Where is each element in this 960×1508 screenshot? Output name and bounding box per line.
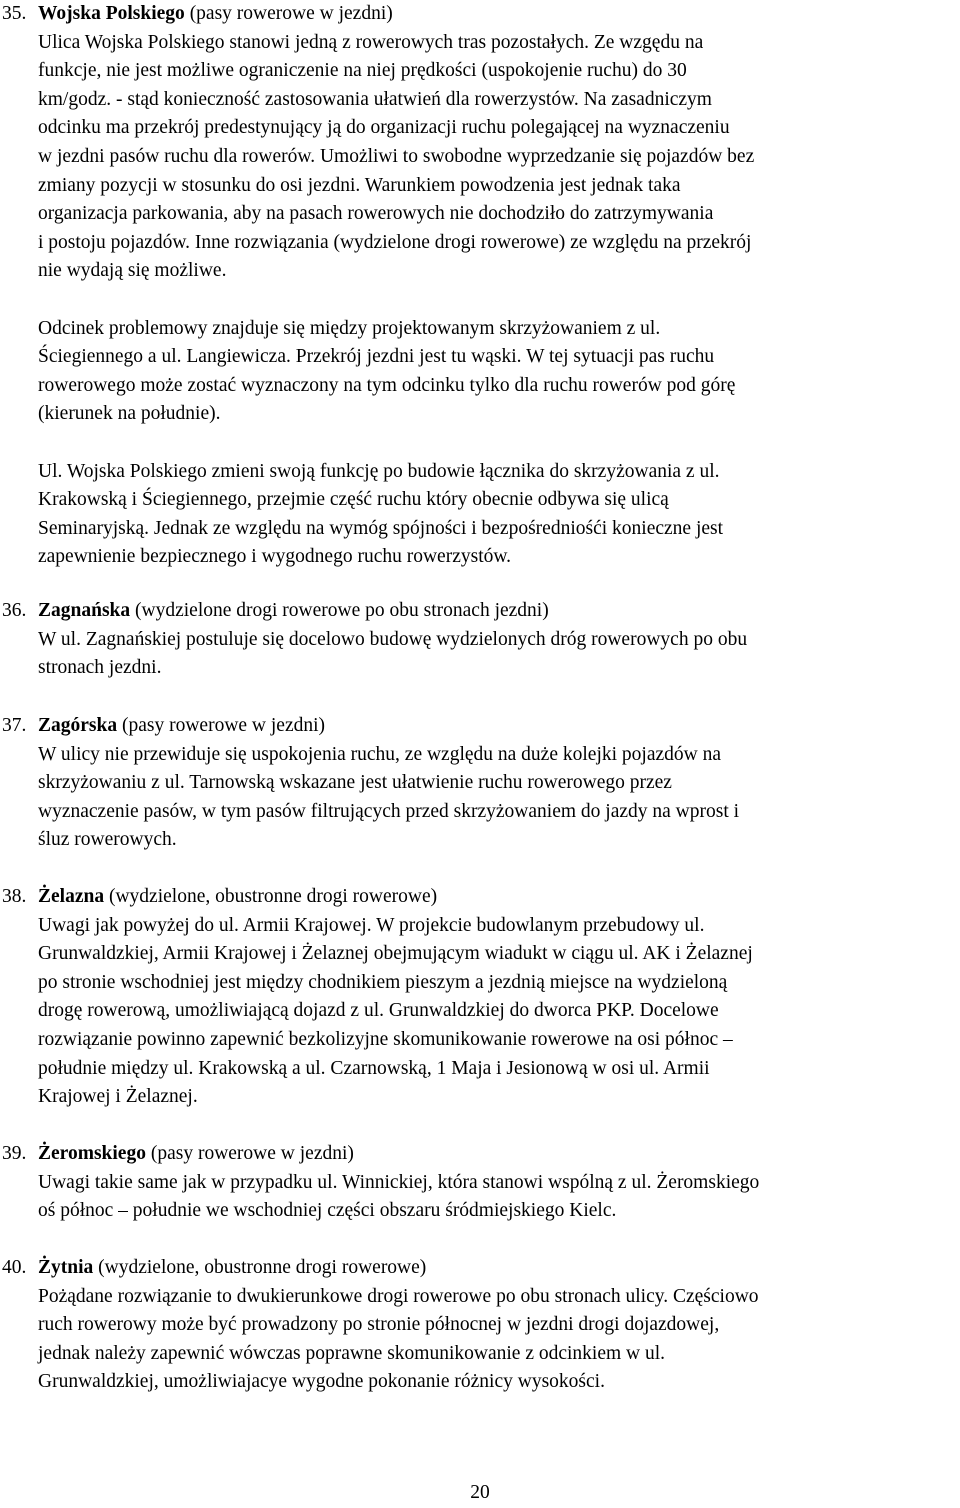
text-line: zapewnienie bezpiecznego i wygodnego ruchu rowerzystów. [38, 546, 512, 568]
text-line: rowerowego może zostać wyznaczony na tym odcinku tylko dla ruchu rowerów pod górę [38, 374, 736, 396]
text-line: odcinku ma przekrój predestynujący ją do organizacji ruchu polegającej na wyznaczeniu [38, 117, 730, 139]
street-name: Wojska Polskiego [38, 3, 185, 24]
text-line: oś północ – południe we wschodniej części obszaru śródmiejskiego Kielc. [38, 1200, 617, 1222]
text-line: funkcje, nie jest możliwe ograniczenie na niej prędkości (uspokojenie ruchu) do 30 [38, 60, 687, 82]
street-name: Zagnańska [38, 600, 131, 621]
section-body [38, 741, 956, 855]
paragraph [38, 315, 956, 429]
section-subtitle: (wydzielone, obustronne drogi rowerowe) [104, 886, 438, 907]
section-heading [0, 597, 960, 626]
paragraph [38, 1169, 956, 1226]
text-line: stronach jezdni. [38, 657, 162, 679]
section-number: 36. [2, 600, 27, 621]
section-body [38, 1283, 956, 1397]
section-38 [0, 883, 960, 1112]
paragraph [38, 458, 956, 572]
section-subtitle: (pasy rowerowe w jezdni) [145, 1143, 354, 1164]
paragraph [38, 912, 956, 1112]
section-subtitle: (wydzielone, obustronne drogi rowerowe) [93, 1257, 427, 1278]
text-line: Grunwaldzkiej, umożliwiajacye wygodne pokonanie różnicy wysokości. [38, 1371, 605, 1393]
section-37 [0, 712, 960, 855]
street-name: Żytnia [38, 1257, 94, 1278]
section-heading [0, 0, 960, 29]
text-line: Uwagi jak powyżej do ul. Armii Krajowej. W projekcie budowlanym przebudowy ul. [38, 914, 705, 936]
text-line: południe między ul. Krakowską a ul. Czarnowską, 1 Maja i Jesionową w osi ul. Armii [38, 1057, 710, 1079]
section-35 [0, 0, 960, 572]
text-line: organizacja parkowania, aby na pasach rowerowych nie dochodziło do zatrzymywania [38, 203, 714, 225]
section-subtitle: (pasy rowerowe w jezdni) [117, 715, 326, 736]
text-line: drogę rowerową, umożliwiającą dojazd z ul. Grunwaldzkiej do dworca PKP. Docelowe [38, 1000, 719, 1022]
text-line: skrzyżowaniu z ul. Tarnowską wskazane jest ułatwienie ruchu rowerowego przez [38, 772, 672, 794]
text-line: wyznaczenie pasów, w tym pasów filtrujących przed skrzyżowaniem do jazdy na wprost i [38, 800, 740, 822]
text-line: i postoju pojazdów. Inne rozwiązania (wydzielone drogi rowerowe) ze względu na przekrój [38, 231, 752, 253]
paragraph [38, 1283, 956, 1397]
section-heading [0, 1254, 960, 1283]
text-line: Krajowej i Żelaznej. [38, 1086, 198, 1108]
paragraph [38, 626, 956, 683]
text-line: km/godz. - stąd konieczność zastosowania ułatwień dla rowerzystów. Na zasadniczym [38, 88, 712, 110]
text-line: Odcinek problemowy znajduje się między projektowanym skrzyżowaniem z ul. [38, 317, 661, 339]
street-name: Żelazna [38, 886, 105, 907]
text-line: rozwiązanie powinno zapewnić bezkolizyjne skomunikowanie rowerowe na osi północ – [38, 1028, 733, 1050]
text-line: zmiany pozycji w stosunku do osi jezdni. Warunkiem powodzenia jest jednak taka [38, 174, 681, 196]
section-body [38, 912, 956, 1112]
section-number: 39. [2, 1143, 27, 1164]
text-line: ruch rowerowy może być prowadzony po stronie północnej w jezdni drogi dojazdowej, [38, 1314, 720, 1336]
text-line: w jezdni pasów ruchu dla rowerów. Umożliwi to swobodne wyprzedzanie się pojazdów bez [38, 145, 755, 167]
text-line: Pożądane rozwiązanie to dwukierunkowe drogi rowerowe po obu stronach ulicy. Częściowo [38, 1285, 759, 1307]
text-line: W ul. Zagnańskiej postuluje się docelowo budowę wydzielonych dróg rowerowych po obu [38, 628, 748, 650]
text-line: Krakowską i Ściegiennego, przejmie część ruchu który obecnie odbywa się ulicą [38, 489, 669, 511]
paragraph [38, 29, 956, 286]
section-number: 38. [2, 886, 27, 907]
text-line: śluz rowerowych. [38, 829, 177, 851]
section-heading [0, 1140, 960, 1169]
text-line: Grunwaldzkiej, Armii Krajowej i Żelaznej obejmującym wiadukt w ciągu ul. AK i Żelaznej [38, 943, 753, 965]
section-36 [0, 597, 960, 683]
section-number: 35. [2, 3, 27, 24]
text-line: Seminaryjską. Jednak ze względu na wymóg spójności i bezpośredniośći konieczne jest [38, 517, 724, 539]
section-body [38, 626, 956, 683]
section-subtitle: (pasy rowerowe w jezdni) [184, 3, 393, 24]
section-subtitle: (wydzielone drogi rowerowe po obu stronach jezdni) [130, 600, 549, 621]
text-line: W ulicy nie przewiduje się uspokojenia ruchu, ze względu na duże kolejki pojazdów na [38, 743, 721, 765]
text-line: nie wydają się możliwe. [38, 260, 227, 282]
text-line: Uwagi takie same jak w przypadku ul. Winnickiej, która stanowi wspólną z ul. Żeromskiego [38, 1171, 760, 1193]
text-line: Ul. Wojska Polskiego zmieni swoją funkcję po budowie łącznika do skrzyżowania z ul. [38, 460, 720, 482]
page-number: 20 [470, 1482, 490, 1503]
section-body [38, 29, 956, 572]
street-name: Żeromskiego [38, 1143, 146, 1164]
section-number: 37. [2, 715, 27, 736]
text-line: po stronie wschodniej jest między chodnikiem pieszym a jezdnią miejsce na wydzieloną [38, 971, 728, 993]
text-line: jednak należy zapewnić wówczas poprawne skomunikowanie z odcinkiem w ul. [38, 1342, 666, 1364]
text-line: Ulica Wojska Polskiego stanowi jedną z rowerowych tras pozostałych. Ze wzgędu na [38, 31, 704, 53]
section-body [38, 1169, 956, 1226]
section-40 [0, 1254, 960, 1397]
street-name: Zagórska [38, 715, 118, 736]
text-line: (kierunek na południe). [38, 403, 221, 425]
section-number: 40. [2, 1257, 27, 1278]
section-heading [0, 883, 960, 912]
text-line: Ściegiennego a ul. Langiewicza. Przekrój jezdni jest tu wąski. W tej sytuacji pas ruchu [38, 346, 715, 368]
section-heading [0, 712, 960, 741]
paragraph [38, 741, 956, 855]
section-39 [0, 1140, 960, 1226]
